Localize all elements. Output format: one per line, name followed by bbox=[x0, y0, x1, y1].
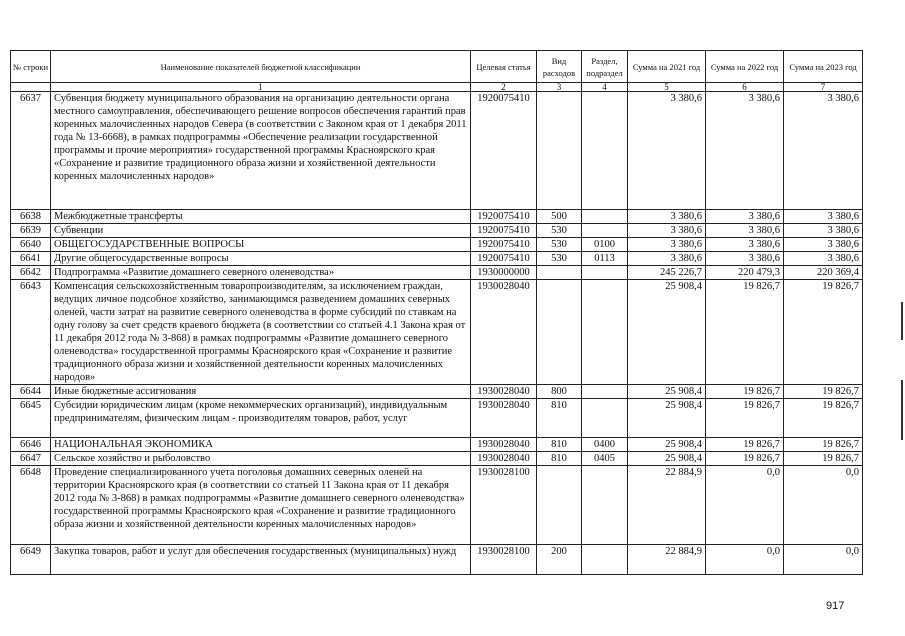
sum-2022: 3 380,6 bbox=[706, 224, 784, 238]
header-sum-2022: Сумма на 2022 год bbox=[706, 51, 784, 83]
indicator-name: Сельское хозяйство и рыболовство bbox=[51, 452, 471, 466]
sum-2022: 3 380,6 bbox=[706, 210, 784, 224]
sum-2021: 3 380,6 bbox=[628, 210, 706, 224]
sum-2023: 220 369,4 bbox=[784, 266, 863, 280]
section-code: 0400 bbox=[582, 438, 628, 452]
sum-2023: 0,0 bbox=[784, 466, 863, 545]
sum-2022: 19 826,7 bbox=[706, 280, 784, 385]
indicator-name: Субсидии юридическим лицам (кроме некоммерческих организаций), индивидуальным предпринимателям, физическим лицам - производителям товаров, работ, услуг bbox=[51, 399, 471, 438]
sum-2023: 3 380,6 bbox=[784, 238, 863, 252]
indicator-name: Субвенции bbox=[51, 224, 471, 238]
target-article: 1920075410 bbox=[471, 224, 537, 238]
sum-2023: 3 380,6 bbox=[784, 92, 863, 210]
table-row bbox=[11, 210, 863, 224]
section-code bbox=[582, 224, 628, 238]
column-number bbox=[11, 83, 51, 92]
table-row bbox=[11, 545, 863, 575]
sum-2022: 0,0 bbox=[706, 545, 784, 575]
expense-type bbox=[537, 266, 582, 280]
table-row bbox=[11, 399, 863, 438]
table-row bbox=[11, 266, 863, 280]
column-number: 4 bbox=[582, 83, 628, 92]
column-number: 5 bbox=[628, 83, 706, 92]
sum-2022: 3 380,6 bbox=[706, 252, 784, 266]
target-article: 1930028040 bbox=[471, 399, 537, 438]
target-article: 1920075410 bbox=[471, 252, 537, 266]
margin-mark bbox=[901, 380, 903, 440]
sum-2021: 22 884,9 bbox=[628, 545, 706, 575]
header-section: Раздел, подраздел bbox=[582, 51, 628, 83]
sum-2022: 0,0 bbox=[706, 466, 784, 545]
header-expense-type: Вид расходов bbox=[537, 51, 582, 83]
row-number: 6642 bbox=[11, 266, 51, 280]
section-code bbox=[582, 210, 628, 224]
row-number: 6646 bbox=[11, 438, 51, 452]
sum-2023: 3 380,6 bbox=[784, 210, 863, 224]
expense-type: 200 bbox=[537, 545, 582, 575]
header-name: Наименование показателей бюджетной классификации bbox=[51, 51, 471, 83]
column-number: 2 bbox=[471, 83, 537, 92]
target-article: 1920075410 bbox=[471, 238, 537, 252]
expense-type: 530 bbox=[537, 238, 582, 252]
sum-2021: 25 908,4 bbox=[628, 438, 706, 452]
sum-2022: 220 479,3 bbox=[706, 266, 784, 280]
sum-2021: 3 380,6 bbox=[628, 238, 706, 252]
indicator-name: Подпрограмма «Развитие домашнего северного оленеводства» bbox=[51, 266, 471, 280]
column-number: 6 bbox=[706, 83, 784, 92]
table-row bbox=[11, 252, 863, 266]
sum-2023: 19 826,7 bbox=[784, 280, 863, 385]
sum-2022: 19 826,7 bbox=[706, 399, 784, 438]
row-number: 6645 bbox=[11, 399, 51, 438]
header-sum-2021: Сумма на 2021 год bbox=[628, 51, 706, 83]
row-number: 6649 bbox=[11, 545, 51, 575]
expense-type: 530 bbox=[537, 252, 582, 266]
target-article: 1930028100 bbox=[471, 466, 537, 545]
target-article: 1930000000 bbox=[471, 266, 537, 280]
sum-2022: 3 380,6 bbox=[706, 238, 784, 252]
indicator-name: Субвенция бюджету муниципального образования на организацию деятельности органа местного самоуправления, обеспечивающего решение вопросов обеспечения гарантий прав коренных малочисленных народов Севера (в соответствии с Законом края от 1 декабря 2011 года № 13-6668), в рамках подпрограммы «Обеспечение реализации государственной программы и прочие мероприятия» государственной программы Красноярского края «Сохранение и развитие традиционного образа жизни и хозяйственной деятельности коренных малочисленных народов» bbox=[51, 92, 471, 210]
expense-type: 810 bbox=[537, 452, 582, 466]
table-row bbox=[11, 385, 863, 399]
table-row bbox=[11, 238, 863, 252]
sum-2023: 19 826,7 bbox=[784, 385, 863, 399]
row-number: 6644 bbox=[11, 385, 51, 399]
section-code bbox=[582, 385, 628, 399]
target-article: 1930028100 bbox=[471, 545, 537, 575]
target-article: 1930028040 bbox=[471, 385, 537, 399]
budget-document bbox=[10, 50, 862, 575]
table-row bbox=[11, 438, 863, 452]
sum-2023: 19 826,7 bbox=[784, 452, 863, 466]
indicator-name: НАЦИОНАЛЬНАЯ ЭКОНОМИКА bbox=[51, 438, 471, 452]
section-code bbox=[582, 280, 628, 385]
expense-type: 810 bbox=[537, 438, 582, 452]
sum-2022: 19 826,7 bbox=[706, 438, 784, 452]
target-article: 1920075410 bbox=[471, 210, 537, 224]
indicator-name: Компенсация сельскохозяйственным товаропроизводителям, за исключением граждан, ведущих личное подсобное хозяйство, занимающимся разведением домашних северных оленей, части затрат на развитие северного оленеводства в форме субсидий по ставкам на одну голову за счет средств краевого бюджета (в соответствии со статьей 4.1 Закона края от 11 декабря 2012 года № 3-868) в рамках подпрограммы «Развитие домашнего северного оленеводства» государственной программы Красноярского края «Сохранение и развитие традиционного образа жизни и хозяйственной деятельности коренных малочисленных народов» bbox=[51, 280, 471, 385]
sum-2021: 245 226,7 bbox=[628, 266, 706, 280]
sum-2022: 19 826,7 bbox=[706, 452, 784, 466]
section-code bbox=[582, 266, 628, 280]
row-number: 6643 bbox=[11, 280, 51, 385]
sum-2021: 3 380,6 bbox=[628, 92, 706, 210]
table-row bbox=[11, 224, 863, 238]
expense-type: 810 bbox=[537, 399, 582, 438]
sum-2023: 19 826,7 bbox=[784, 399, 863, 438]
expense-type bbox=[537, 92, 582, 210]
row-number: 6638 bbox=[11, 210, 51, 224]
target-article: 1930028040 bbox=[471, 438, 537, 452]
expense-type: 800 bbox=[537, 385, 582, 399]
sum-2022: 19 826,7 bbox=[706, 385, 784, 399]
section-code: 0405 bbox=[582, 452, 628, 466]
section-code bbox=[582, 399, 628, 438]
column-number: 7 bbox=[784, 83, 863, 92]
sum-2021: 25 908,4 bbox=[628, 280, 706, 385]
expense-type bbox=[537, 280, 582, 385]
target-article: 1930028040 bbox=[471, 280, 537, 385]
sum-2023: 19 826,7 bbox=[784, 438, 863, 452]
header-sum-2023: Сумма на 2023 год bbox=[784, 51, 863, 83]
expense-type: 530 bbox=[537, 224, 582, 238]
budget-table bbox=[10, 50, 863, 575]
table-row bbox=[11, 466, 863, 545]
page-number: 917 bbox=[826, 600, 845, 612]
table-row bbox=[11, 280, 863, 385]
table-row bbox=[11, 452, 863, 466]
row-number: 6637 bbox=[11, 92, 51, 210]
sum-2021: 3 380,6 bbox=[628, 224, 706, 238]
sum-2023: 0,0 bbox=[784, 545, 863, 575]
section-code bbox=[582, 545, 628, 575]
indicator-name: Межбюджетные трансферты bbox=[51, 210, 471, 224]
margin-mark bbox=[901, 302, 903, 340]
column-number: 3 bbox=[537, 83, 582, 92]
target-article: 1920075410 bbox=[471, 92, 537, 210]
expense-type bbox=[537, 466, 582, 545]
indicator-name: Проведение специализированного учета поголовья домашних северных оленей на территории Красноярского края (в соответствии со статьей 11 Закона края от 11 декабря 2012 года № 3-868) в рамках подпрограммы «Развитие домашнего северного оленеводства» государственной программы Красноярского края «Сохранение и развитие традиционного образа жизни и хозяйственной деятельности коренных малочисленных народов» bbox=[51, 466, 471, 545]
section-code bbox=[582, 466, 628, 545]
row-number: 6648 bbox=[11, 466, 51, 545]
column-number: 1 bbox=[51, 83, 471, 92]
indicator-name: Иные бюджетные ассигнования bbox=[51, 385, 471, 399]
indicator-name: Закупка товаров, работ и услуг для обеспечения государственных (муниципальных) нужд bbox=[51, 545, 471, 575]
sum-2021: 25 908,4 bbox=[628, 399, 706, 438]
row-number: 6641 bbox=[11, 252, 51, 266]
header-row-number: № строки bbox=[11, 51, 51, 83]
row-number: 6640 bbox=[11, 238, 51, 252]
indicator-name: Другие общегосударственные вопросы bbox=[51, 252, 471, 266]
indicator-name: ОБЩЕГОСУДАРСТВЕННЫЕ ВОПРОСЫ bbox=[51, 238, 471, 252]
header-target-article: Целевая статья bbox=[471, 51, 537, 83]
sum-2023: 3 380,6 bbox=[784, 252, 863, 266]
sum-2021: 22 884,9 bbox=[628, 466, 706, 545]
section-code bbox=[582, 92, 628, 210]
sum-2021: 25 908,4 bbox=[628, 385, 706, 399]
expense-type: 500 bbox=[537, 210, 582, 224]
target-article: 1930028040 bbox=[471, 452, 537, 466]
row-number: 6647 bbox=[11, 452, 51, 466]
row-number: 6639 bbox=[11, 224, 51, 238]
sum-2021: 25 908,4 bbox=[628, 452, 706, 466]
table-row bbox=[11, 92, 863, 210]
section-code: 0113 bbox=[582, 252, 628, 266]
header-row bbox=[11, 51, 863, 83]
sum-2022: 3 380,6 bbox=[706, 92, 784, 210]
sum-2023: 3 380,6 bbox=[784, 224, 863, 238]
sum-2021: 3 380,6 bbox=[628, 252, 706, 266]
column-numbers-row bbox=[11, 83, 863, 92]
section-code: 0100 bbox=[582, 238, 628, 252]
